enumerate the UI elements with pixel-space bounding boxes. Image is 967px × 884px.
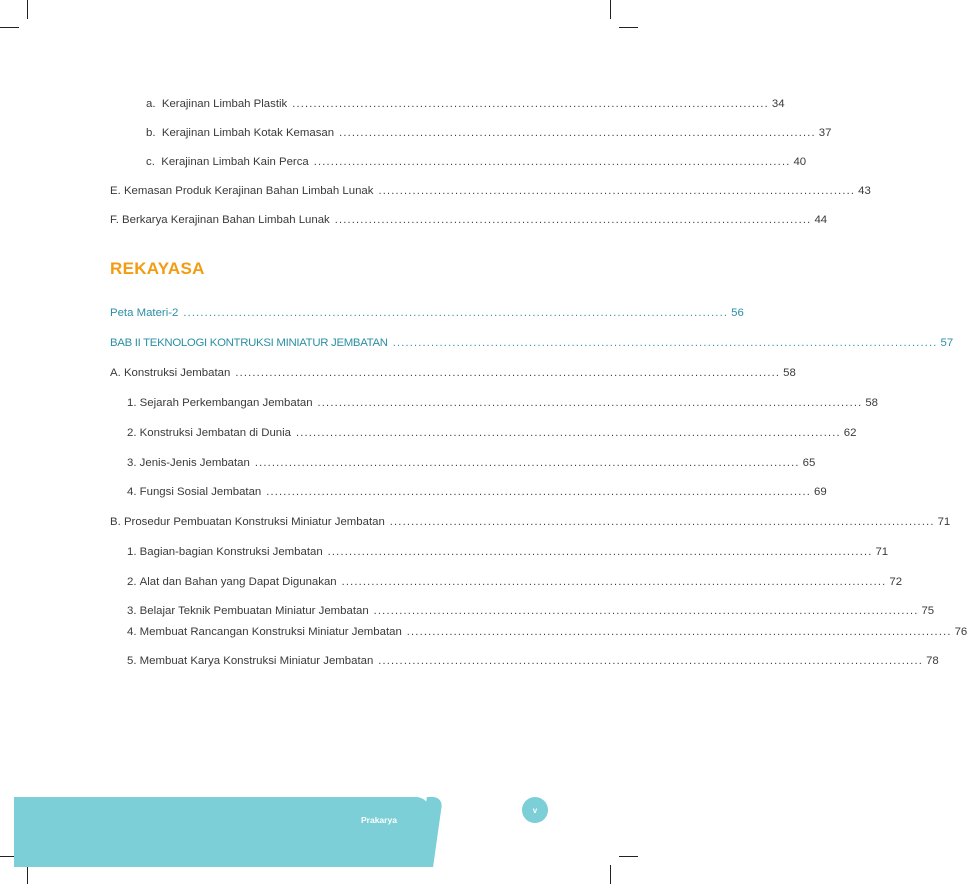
crop-mark: [27, 0, 28, 19]
toc-entry-label: Kerajinan Limbah Kain Perca: [161, 156, 309, 168]
toc-entry[interactable]: [127, 573, 903, 591]
toc-entry-page: 44: [814, 214, 828, 226]
toc-leader-dots: ................................................................................................................................: [266, 486, 812, 498]
toc-entry-page: 57: [940, 337, 954, 349]
toc-entry-page: 78: [926, 655, 939, 667]
toc-leader-dots: ................................................................................................................: [313, 156, 791, 168]
toc-leader-dots: ................................................................................................................................: [183, 307, 729, 319]
crop-mark: [619, 27, 638, 28]
toc-entry-page: 71: [875, 546, 889, 558]
toc-leader-dots: ................................................................................................................................: [378, 655, 924, 667]
toc-entry[interactable]: [146, 124, 832, 142]
toc-entry-marker: c.: [146, 156, 155, 168]
toc-entry-page: 72: [889, 576, 903, 588]
toc-entry[interactable]: [110, 513, 951, 531]
toc-entry-page: 71: [937, 516, 951, 528]
toc-entry-label: Alat dan Bahan yang Dapat Digunakan: [139, 576, 337, 588]
toc-leader-dots: ................................................................................................................................: [327, 546, 873, 558]
toc-leader-dots: ................................................................................................................................: [235, 367, 781, 379]
toc-entry-label: Kerajinan Limbah Kotak Kemasan: [161, 127, 335, 139]
crop-mark: [619, 856, 638, 857]
toc-entry-label: Jenis-Jenis Jembatan: [139, 457, 250, 469]
toc-entry-marker: 1.: [127, 397, 137, 409]
toc-leader-dots: ................................................................................................................................: [389, 516, 935, 528]
toc-entry-marker: 3.: [127, 605, 137, 617]
toc-entry-marker: E.: [110, 185, 121, 197]
toc-entry-page: 58: [865, 397, 879, 409]
toc-entry-marker: A.: [110, 367, 121, 379]
toc-entry-label: Kerajinan Limbah Plastik: [161, 98, 288, 110]
toc-entry[interactable]: [110, 211, 828, 229]
footer-book-title: Prakarya: [361, 815, 397, 825]
toc-entry-page: 58: [783, 367, 796, 379]
crop-mark: [610, 0, 611, 19]
toc-entry-marker: a.: [146, 98, 156, 110]
toc-entry[interactable]: [127, 394, 879, 412]
section-heading: REKAYASA: [110, 259, 205, 278]
toc-entry[interactable]: [127, 543, 889, 561]
toc-entry[interactable]: [127, 602, 935, 620]
toc-entry-label: Peta Materi-2: [110, 307, 179, 319]
toc-entry-label: Fungsi Sosial Jembatan: [139, 486, 262, 498]
toc-entry-page: 69: [814, 486, 827, 498]
toc-entry-label: Bagian-bagian Konstruksi Jembatan: [139, 546, 323, 558]
toc-entry-marker: 4.: [127, 486, 137, 498]
toc-entry-page: 34: [771, 98, 785, 110]
toc-entry[interactable]: [127, 424, 857, 442]
toc-entry[interactable]: [110, 334, 954, 352]
crop-mark: [0, 27, 19, 28]
toc-entry-marker: 2.: [127, 427, 137, 439]
toc-entry-label: Berkarya Kerajinan Bahan Limbah Lunak: [122, 214, 330, 226]
toc-entry-label: Konstruksi Jembatan di Dunia: [139, 427, 291, 439]
toc-leader-dots: ................................................................................................................................: [296, 427, 841, 439]
toc-leader-dots: ................................................................................................................................: [406, 626, 952, 638]
toc-entry[interactable]: [146, 95, 785, 113]
toc-entry[interactable]: [110, 364, 796, 382]
toc-entry-label: Membuat Karya Konstruksi Miniatur Jembatan: [139, 655, 374, 667]
toc-entry-page: 65: [802, 457, 816, 469]
toc-entry-label: Membuat Rancangan Konstruksi Miniatur Jembatan: [139, 626, 402, 638]
toc-entry[interactable]: [127, 652, 939, 670]
toc-leader-dots: ................................................................................................................: [339, 127, 816, 139]
toc-entry-label: Kemasan Produk Kerajinan Bahan Limbah Lunak: [123, 185, 374, 197]
toc-entry-page: 62: [843, 427, 857, 439]
toc-entry-page: 75: [921, 605, 935, 617]
toc-leader-dots: ................................................................................................................................: [392, 337, 938, 349]
toc-entry-label: Belajar Teknik Pembuatan Miniatur Jembatan: [139, 605, 369, 617]
toc-entry-marker: B.: [110, 516, 121, 528]
toc-entry-marker: 1.: [127, 546, 137, 558]
toc-leader-dots: ................................................................................................................................: [341, 576, 887, 588]
toc-entry-page: 56: [731, 307, 744, 319]
toc-entry-page: 37: [818, 127, 832, 139]
toc-entry[interactable]: [110, 304, 744, 322]
toc-entry-label: Sejarah Perkembangan Jembatan: [139, 397, 313, 409]
toc-entry-label: Prosedur Pembuatan Konstruksi Miniatur Jembatan: [123, 516, 385, 528]
toc-leader-dots: ................................................................................................................: [292, 98, 769, 110]
toc-leader-dots: ................................................................................................................................: [254, 457, 800, 469]
toc-entry-marker: 5.: [127, 655, 137, 667]
toc-leader-dots: ................................................................................................................: [334, 214, 812, 226]
toc-entry-label: BAB II TEKNOLOGI KONTRUKSI MINIATUR JEMBATAN: [110, 337, 388, 349]
toc-leader-dots: ................................................................................................................................: [317, 397, 863, 409]
toc-entry-marker: 4.: [127, 626, 137, 638]
toc-entry[interactable]: [110, 182, 871, 200]
crop-mark: [610, 865, 611, 884]
toc-leader-dots: ................................................................................................................: [378, 185, 856, 197]
toc-entry-marker: 2.: [127, 576, 137, 588]
page-number-badge: v: [522, 797, 548, 823]
toc-entry-marker: F.: [110, 214, 119, 226]
toc-entry-page: 76: [954, 626, 967, 638]
crop-mark: [27, 865, 28, 884]
toc-entry-page: 43: [858, 185, 871, 197]
toc-entry[interactable]: [127, 623, 967, 641]
toc-entry[interactable]: [127, 454, 816, 472]
toc-entry-page: 40: [793, 156, 807, 168]
toc-entry[interactable]: [127, 483, 827, 501]
toc-entry-marker: 3.: [127, 457, 137, 469]
toc-entry[interactable]: [146, 153, 807, 171]
toc-leader-dots: ................................................................................................................................: [373, 605, 919, 617]
footer-band: [14, 797, 430, 867]
toc-entry-label: Konstruksi Jembatan: [123, 367, 231, 379]
toc-entry-marker: b.: [146, 127, 156, 139]
